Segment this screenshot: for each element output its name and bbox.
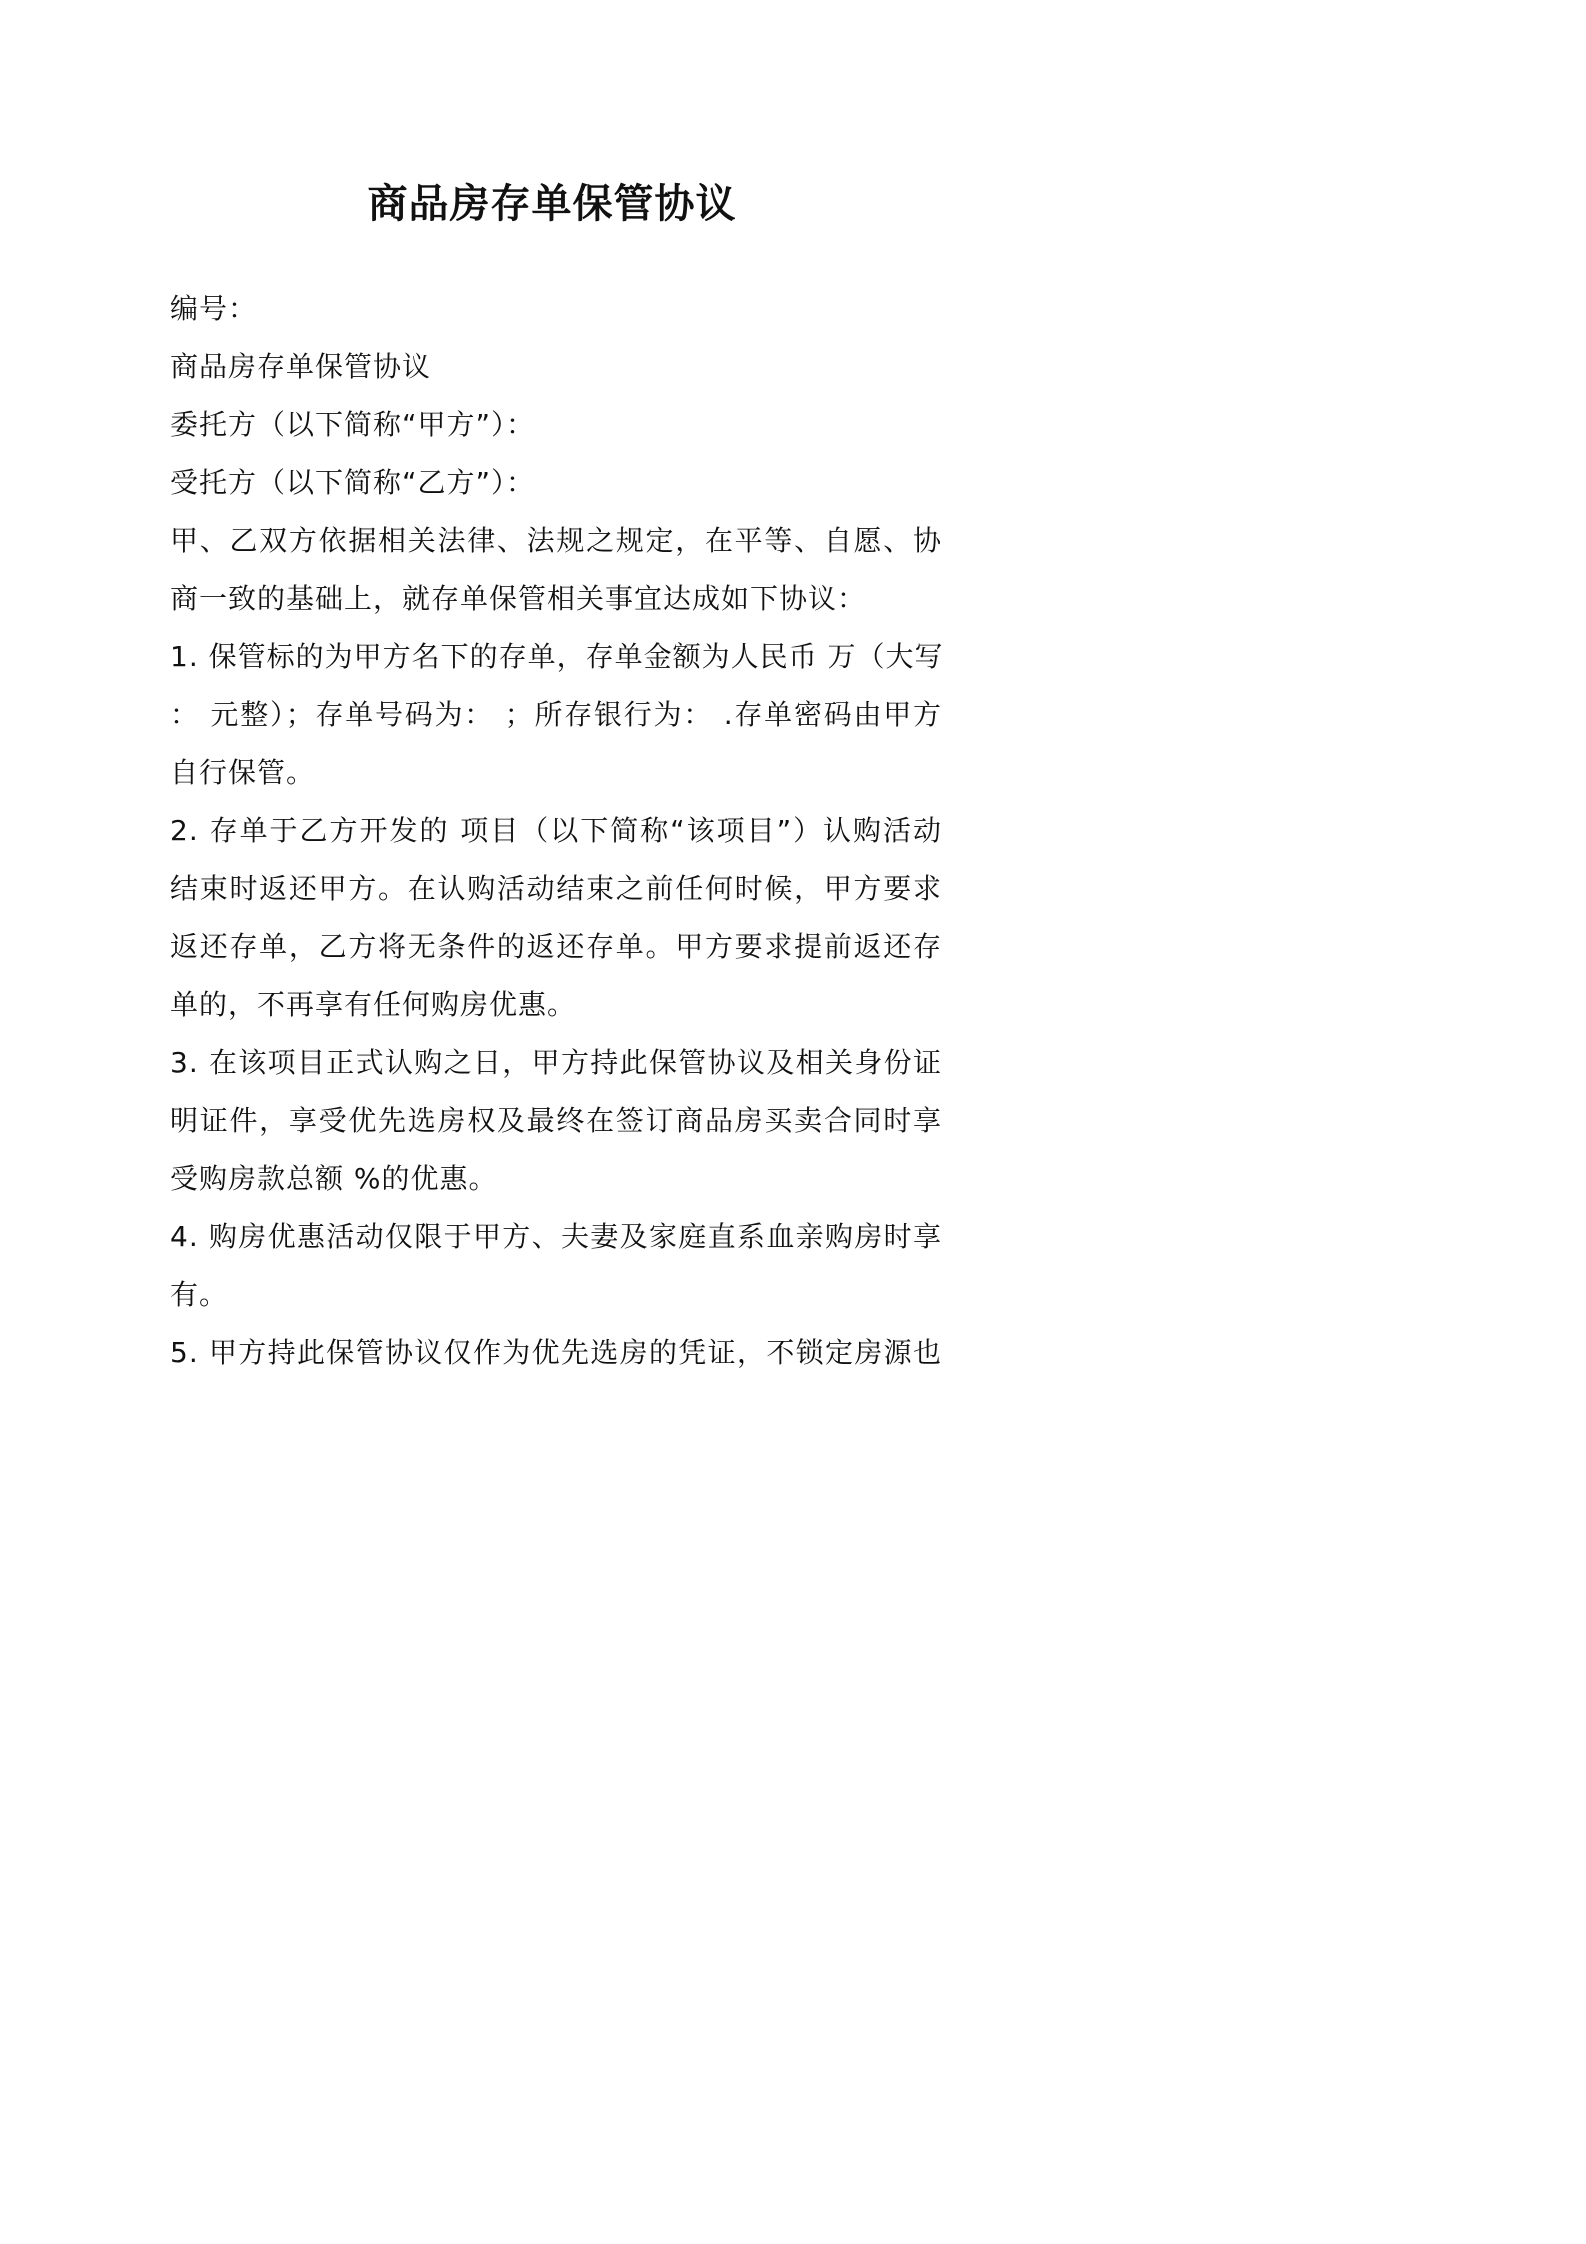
clause-2 bbox=[170, 802, 942, 1034]
party-a-field bbox=[170, 396, 942, 454]
document-page bbox=[0, 0, 1104, 1562]
clause-2-line: 返还存单，乙方将无条件的返还存单。甲方要求提前返还存 bbox=[170, 930, 942, 963]
clause-4-line: 有。 bbox=[170, 1278, 229, 1311]
intro-paragraph bbox=[170, 512, 942, 628]
party-b-field bbox=[170, 454, 942, 512]
number-label-line: 编号： bbox=[170, 292, 258, 325]
clause-1 bbox=[170, 628, 942, 802]
clause-2-line: 2. 存单于乙方开发的 项目（以下简称“该项目”）认购活动 bbox=[170, 814, 942, 847]
clause-5 bbox=[170, 1324, 942, 1382]
clause-1-line: ： 元整）；存单号码为： ；所存银行为： .存单密码由甲方 bbox=[170, 698, 942, 731]
clause-3-line: 受购房款总额 %的优惠。 bbox=[170, 1162, 498, 1195]
number-field-label bbox=[170, 280, 942, 338]
party-a-line: 委托方（以下简称“甲方”）： bbox=[170, 408, 536, 441]
clause-2-line: 单的，不再享有任何购房优惠。 bbox=[170, 988, 577, 1021]
agreement-subtitle bbox=[170, 338, 942, 396]
document-body bbox=[170, 280, 942, 1382]
intro-line: 甲、乙双方依据相关法律、法规之规定，在平等、自愿、协 bbox=[170, 524, 942, 557]
party-b-line: 受托方（以下简称“乙方”）： bbox=[170, 466, 536, 499]
subtitle-line: 商品房存单保管协议 bbox=[170, 350, 432, 383]
clause-1-line: 1. 保管标的为甲方名下的存单，存单金额为人民币 万（大写 bbox=[170, 640, 944, 673]
clause-3-line: 明证件，享受优先选房权及最终在签订商品房买卖合同时享 bbox=[170, 1104, 942, 1137]
document-title: 商品房存单保管协议 bbox=[367, 181, 737, 227]
clause-5-line: 5. 甲方持此保管协议仅作为优先选房的凭证，不锁定房源也 bbox=[170, 1336, 942, 1369]
clause-3-line: 3. 在该项目正式认购之日，甲方持此保管协议及相关身份证 bbox=[170, 1046, 942, 1079]
clause-3 bbox=[170, 1034, 942, 1208]
clause-1-line: 自行保管。 bbox=[170, 756, 316, 789]
clause-4-line: 4. 购房优惠活动仅限于甲方、夫妻及家庭直系血亲购房时享 bbox=[170, 1220, 942, 1253]
intro-line: 商一致的基础上，就存单保管相关事宜达成如下协议： bbox=[170, 582, 867, 615]
clause-4 bbox=[170, 1208, 942, 1324]
clause-2-line: 结束时返还甲方。在认购活动结束之前任何时候，甲方要求 bbox=[170, 872, 942, 905]
